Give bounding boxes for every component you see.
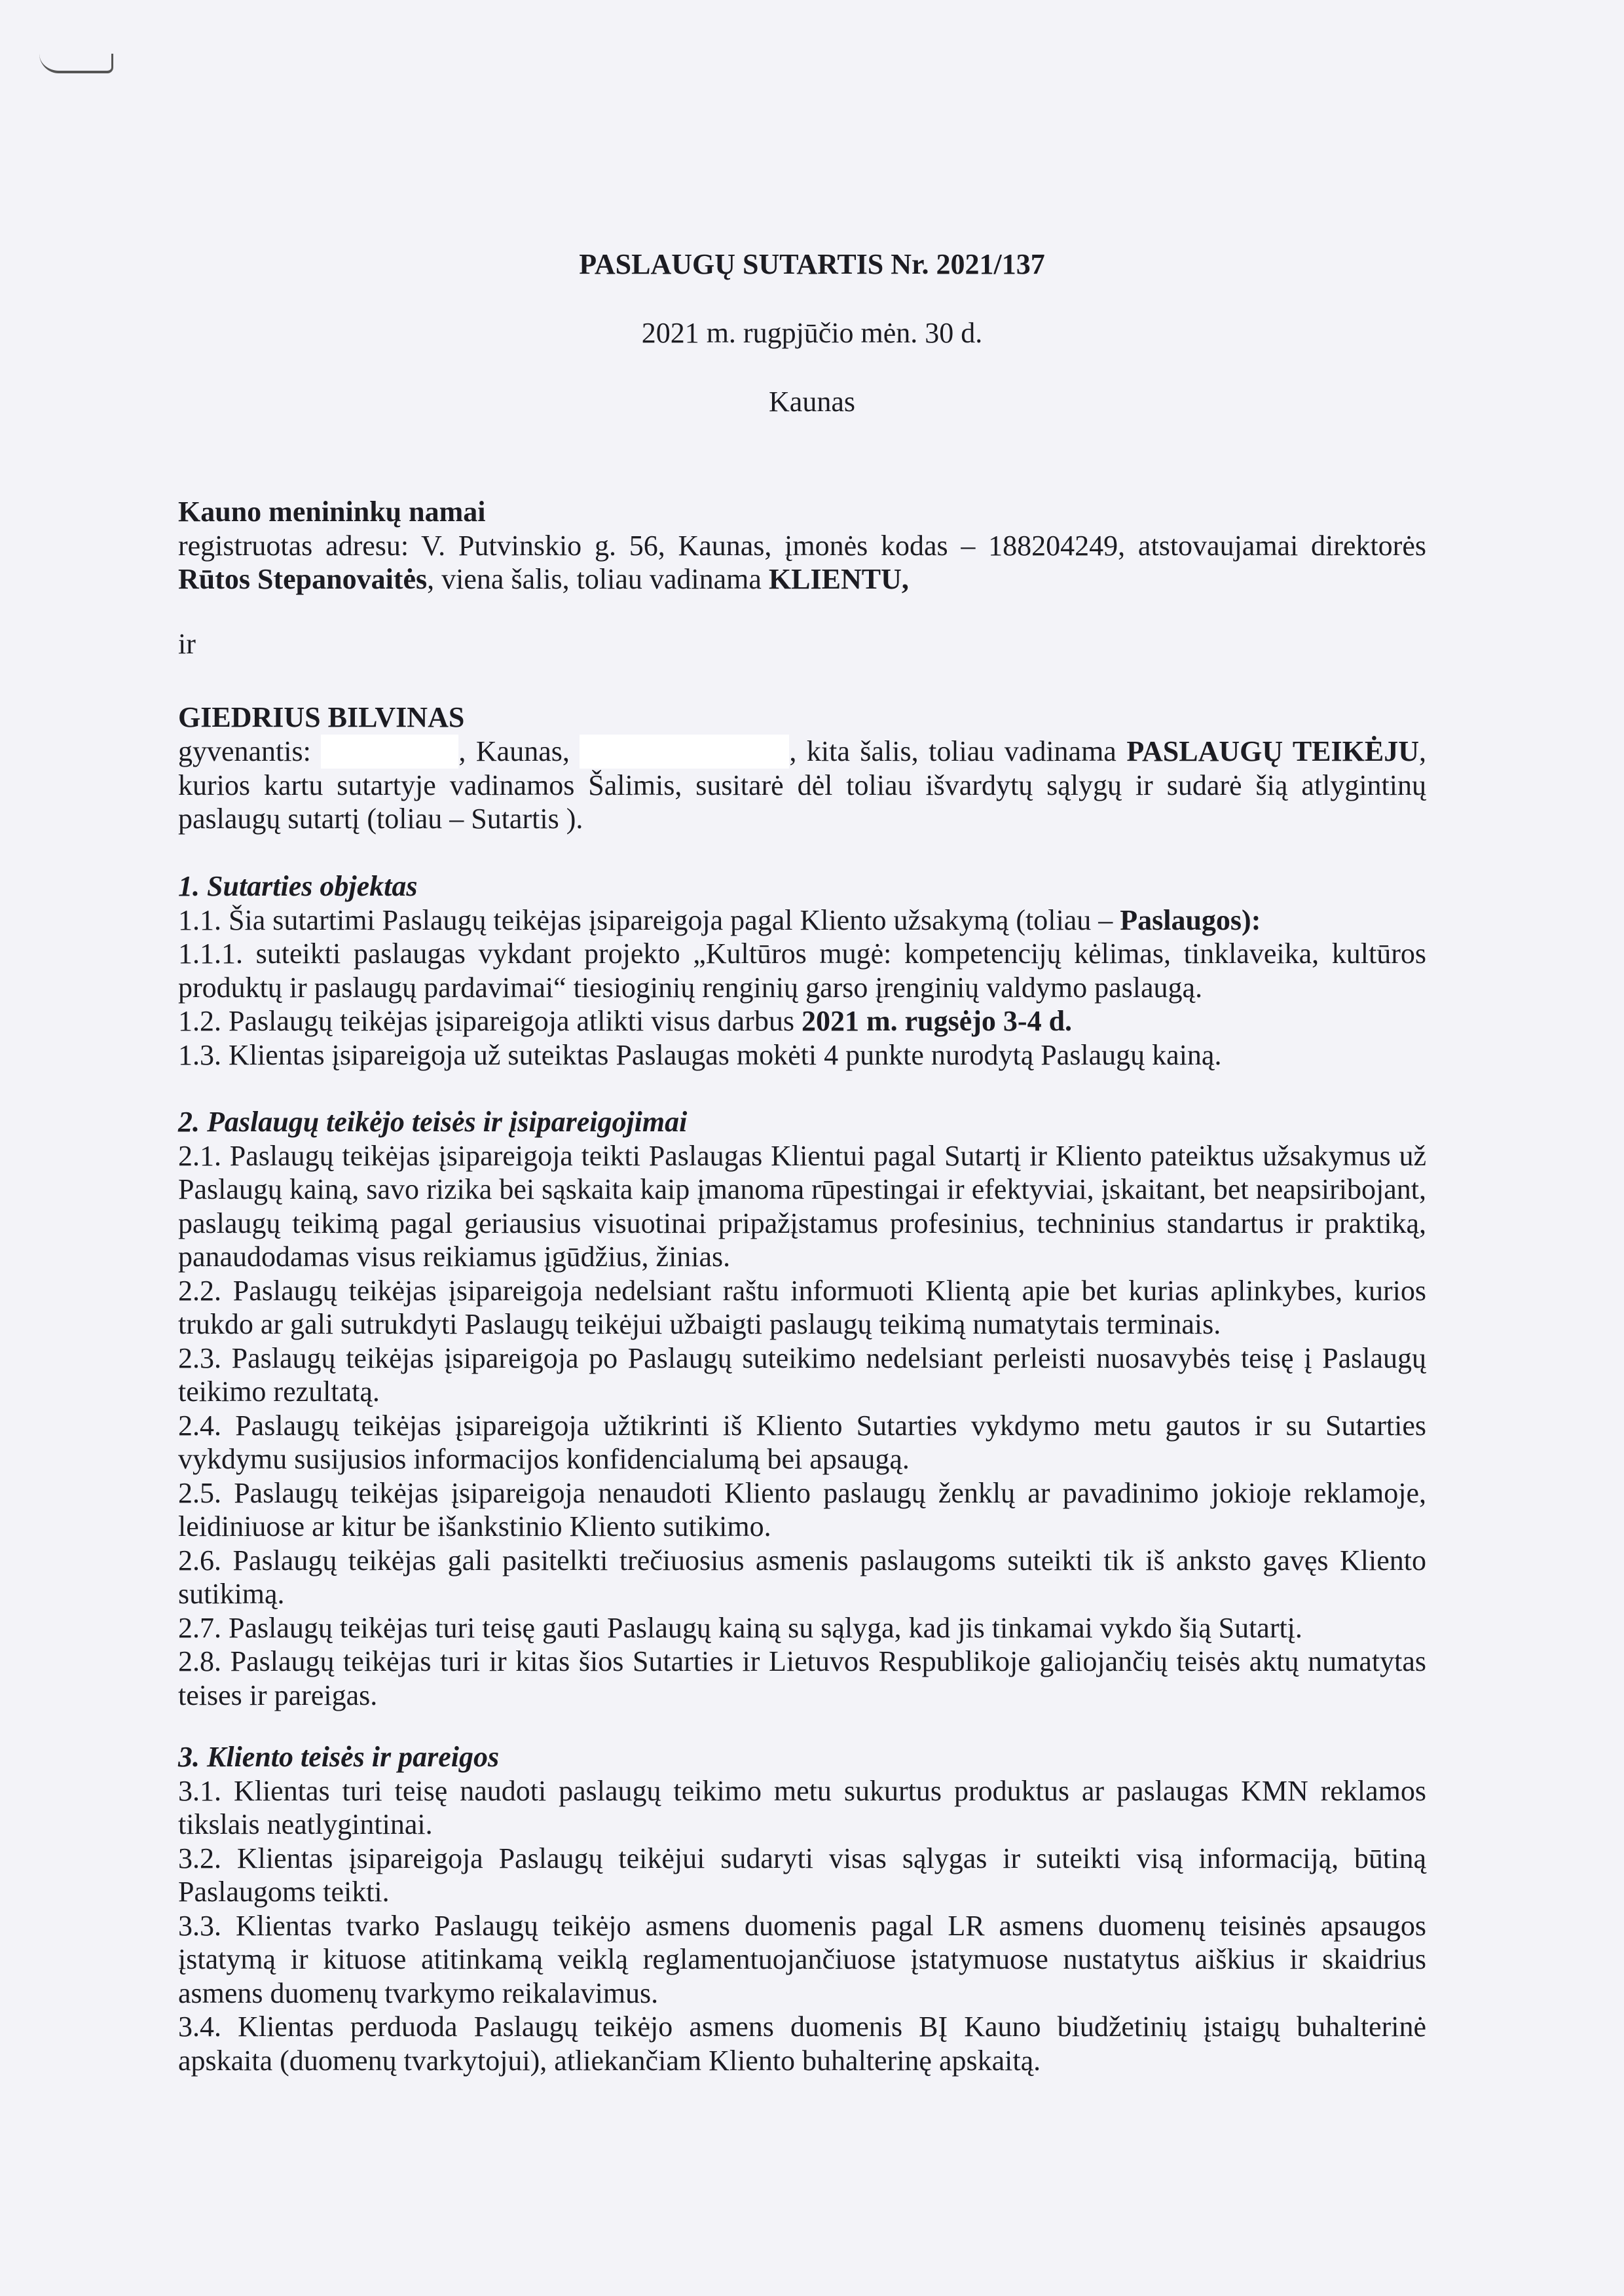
clause-bold: Paslaugos): (1120, 903, 1261, 936)
clause: 3.3. Klientas tvarko Paslaugų teikėjo asmens duomenis pagal LR asmens duomenų teisinės apsaugos įstatymą ir kituose atitinkamą veiklą reglamentuojančiuose įstatymuose nustatytus aiškius ir skaidrius asmens duomenų tvarkymo reikalavimus. (178, 1909, 1426, 2009)
provider-text: , Kaunas, (458, 735, 580, 767)
contract-date: 2021 m. rugpjūčio mėn. 30 d. (641, 317, 983, 349)
client-details: registruotas adresu: V. Putvinskio g. 56, Kaunas, įmonės kodas – 188204249, atstovaujamai direktorės (178, 529, 1426, 562)
clause: 1.1.1. suteikti paslaugas vykdant projekto „Kultūros mugė: kompetencijų kėlimas, tinklaveika, kultūros produktų ir paslaugų pardavimai“ tiesioginių renginių garso įrenginių valdymo paslaugą. (178, 938, 1426, 1004)
client-name: Kauno menininkų namai (178, 496, 486, 528)
conjunction: ir (178, 628, 196, 660)
provider-role: PASLAUGŲ TEIKĖJU (1126, 735, 1419, 767)
clause: 2.1. Paslaugų teikėjas įsipareigoja teikti Paslaugas Klientui pagal Sutartį ir Kliento pateiktus užsakymus už Paslaugų kainą, savo rizika bei sąskaita kaip įmanoma rūpestingai ir efektyviai, įskaitant, bet neapsiribojant, paslaugų teikimą pagal geriausius visuotinai pripažįstamus profesinius, techninius standartus ir praktiką, panaudodamas visus reikiamus įgūdžius, žinias. (178, 1139, 1426, 1273)
clause: 3.4. Klientas perduoda Paslaugų teikėjo asmens duomenis BĮ Kauno biudžetinių įstaigų buhalterinė apskaita (duomenų tvarkytojui), atliekančiam Kliento buhalterinę apskaitą. (178, 2011, 1426, 2077)
section-heading: 2. Paslaugų teikėjo teisės ir įsipareigojimai (178, 1106, 688, 1138)
clause: 2.3. Paslaugų teikėjas įsipareigoja po Paslaugų suteikimo nedelsiant perleisti nuosavybės teisę į Paslaugų teikimo rezultatą. (178, 1341, 1426, 1408)
provider-text: gyvenantis: (178, 735, 322, 767)
clause: 2.8. Paslaugų teikėjas turi ir kitas šios Sutarties ir Lietuvos Respublikoje galiojančių teisės aktų numatytas teises ir pareigas. (178, 1645, 1426, 1711)
section-heading: 3. Kliento teisės ir pareigos (178, 1741, 500, 1773)
section-3 (178, 1740, 1426, 2077)
provider-text: , kita šalis, toliau vadinama (789, 735, 1127, 767)
clause: 2.5. Paslaugų teikėjas įsipareigoja nenaudoti Kliento paslaugų ženklų ar pavadinimo jokioje reklamoje, leidiniuose ar kitur be išankstinio Kliento sutikimo. (178, 1476, 1426, 1542)
client-block (178, 495, 1426, 596)
clause: 2.7. Paslaugų teikėjas turi teisę gauti Paslaugų kainą su sąlyga, kad jis tinkamai vykdo šią Sutartį. (178, 1611, 1302, 1644)
clause: 2.2. Paslaugų teikėjas įsipareigoja nedelsiant raštu informuoti Klientą apie bet kurias aplinkybes, kurios trukdo ar gali sutrukdyti Paslaugų teikėjui užbaigti paslaugų teikimą numatytais terminais. (178, 1274, 1426, 1340)
clause: 2.6. Paslaugų teikėjas gali pasitelkti trečiuosius asmenis paslaugoms suteikti tik iš anksto gavęs Kliento sutikimą. (178, 1544, 1426, 1610)
section-2 (178, 1105, 1426, 1712)
redacted-address (321, 735, 458, 769)
clause: 1.2. Paslaugų teikėjas įsipareigoja atlikti visus darbus (178, 1005, 802, 1037)
section-heading: 1. Sutarties objektas (178, 870, 418, 902)
contract-title: PASLAUGŲ SUTARTIS Nr. 2021/137 (579, 248, 1045, 280)
clause: 1.1. Šia sutartimi Paslaugų teikėjas įsipareigoja pagal Kliento užsakymą (toliau – (178, 903, 1120, 936)
redacted-personal-code (580, 735, 789, 769)
clause: 1.3. Klientas įsipareigoja už suteiktas Paslaugas mokėti 4 punkte nurodytą Paslaugų kainą. (178, 1038, 1222, 1071)
provider-block (178, 701, 1426, 836)
client-details-b: , viena šalis, toliau vadinama (427, 563, 769, 595)
client-role: KLIENTU, (768, 563, 909, 595)
client-director: Rūtos Stepanovaitės (178, 563, 428, 595)
section-1 (178, 869, 1426, 1072)
clause-bold: 2021 m. rugsėjo 3-4 d. (801, 1005, 1073, 1037)
scan-corner-mark (39, 54, 113, 73)
clause: 3.1. Klientas turi teisę naudoti paslaugų teikimo metu sukurtus produktus ar paslaugas KMN reklamos tikslais neatlygintinai. (178, 1774, 1426, 1840)
provider-text: , kurios kartu sutartyje vadinamos Šalimis, susitarė dėl toliau išvardytų sąlygų ir sudarė šią atlygintinų paslaugų sutartį (toliau – Sutartis ). (178, 735, 1426, 835)
provider-name: GIEDRIUS BILVINAS (178, 701, 465, 733)
contract-city: Kaunas (769, 386, 855, 418)
clause: 3.2. Klientas įsipareigoja Paslaugų teikėjui sudaryti visas sąlygas ir suteikti visą informaciją, būtiną Paslaugoms teikti. (178, 1842, 1426, 1908)
clause: 2.4. Paslaugų teikėjas įsipareigoja užtikrinti iš Kliento Sutarties vykdymo metu gautos ir su Sutarties vykdymu susijusios informacijos konfidencialumą bei apsaugą. (178, 1409, 1426, 1475)
